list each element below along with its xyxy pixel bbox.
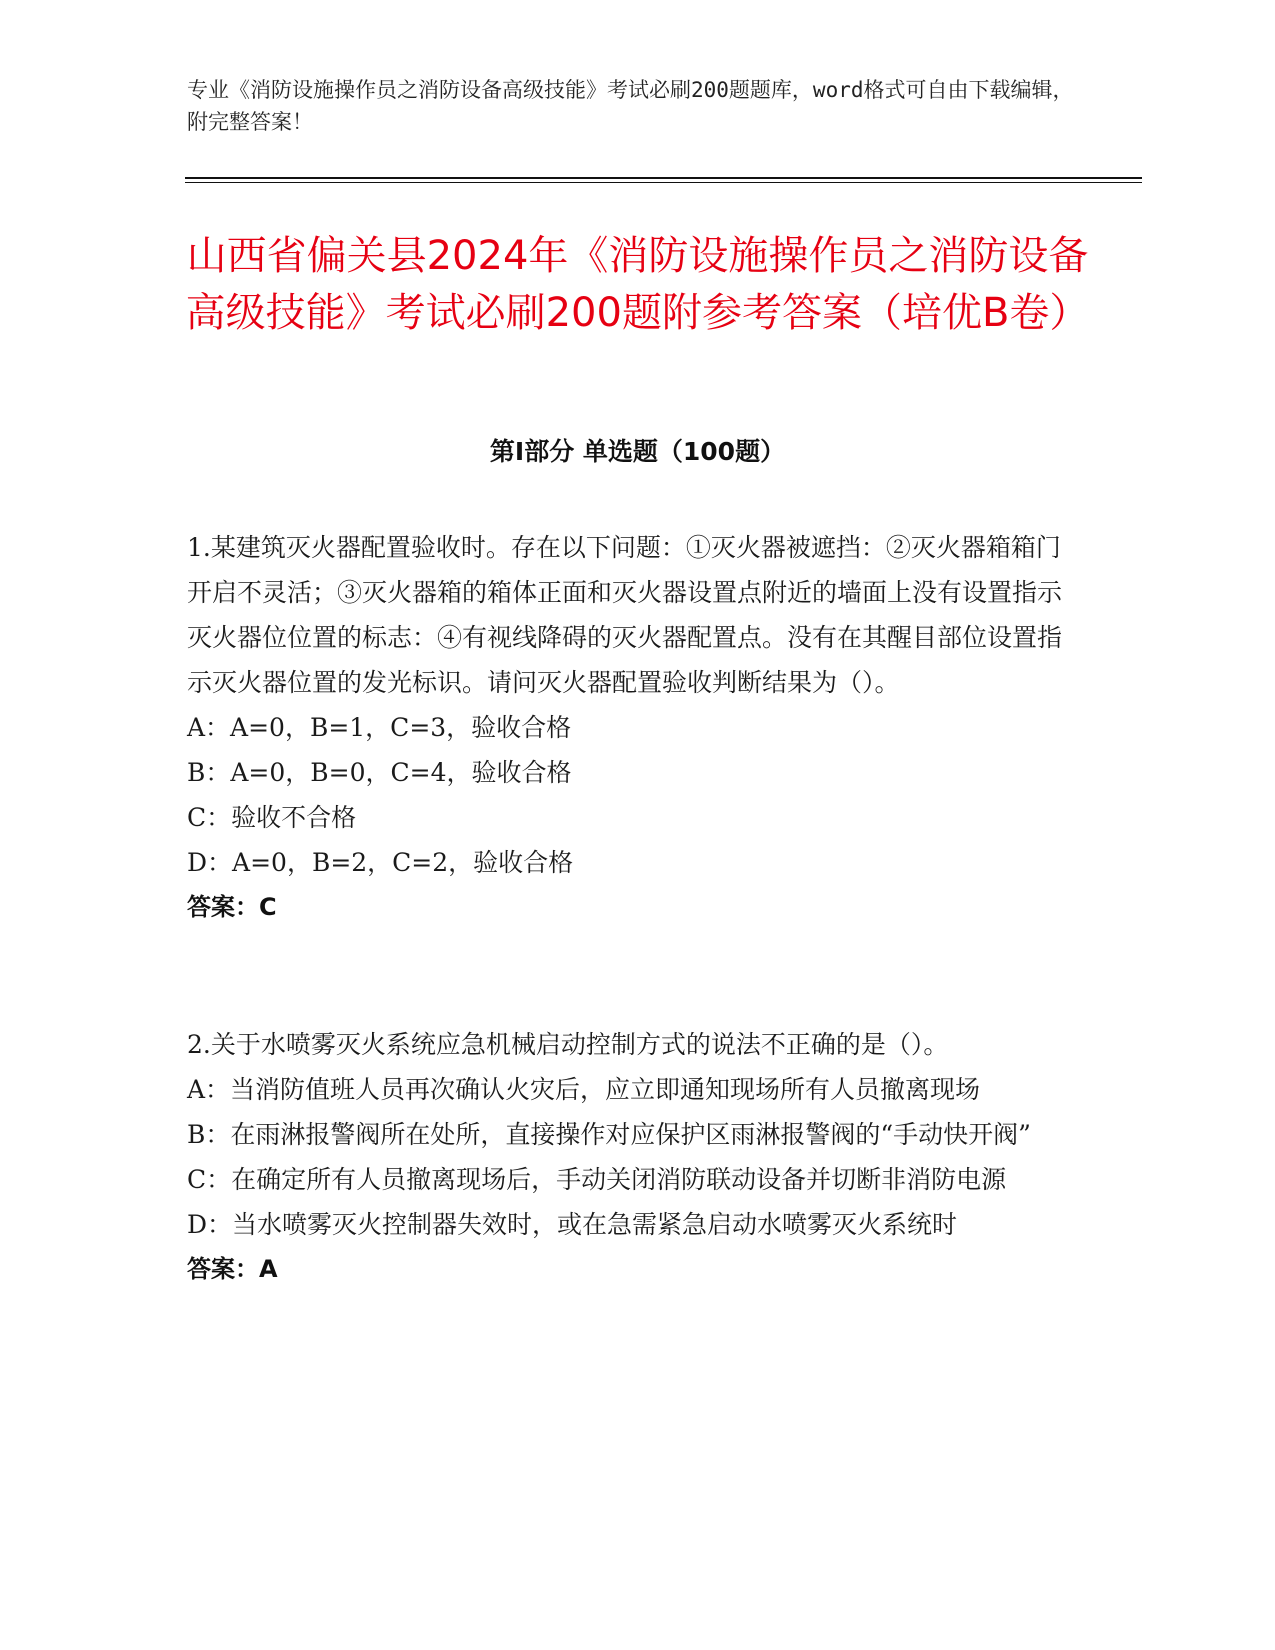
option-c: C：在确定所有人员撤离现场后，手动关闭消防联动设备并切断非消防电源 bbox=[187, 1165, 1007, 1194]
option-d: D：当水喷雾灭火控制器失效时，或在急需紧急启动水喷雾灭火系统时 bbox=[187, 1210, 958, 1239]
question-1 bbox=[187, 525, 1067, 930]
header-note: 专业《消防设施操作员之消防设备高级技能》考试必刷200题题库，word格式可自由下载编辑，附完整答案！ bbox=[187, 78, 1074, 134]
answer-label: 答案：C bbox=[187, 893, 277, 921]
answer-label: 答案：A bbox=[187, 1255, 278, 1283]
header-divider bbox=[185, 177, 1142, 179]
question-2 bbox=[187, 1022, 1067, 1292]
document-title: 山西省偏关县2024年《消防设施操作员之消防设备高级技能》考试必刷200题附参考答案（培优B卷） bbox=[185, 233, 1090, 336]
option-b: B：A=0，B=0，C=4，验收合格 bbox=[187, 758, 572, 787]
option-a: A：A=0，B=1，C=3，验收合格 bbox=[187, 713, 572, 742]
header-divider-thin bbox=[185, 182, 1142, 183]
option-a: A：当消防值班人员再次确认火灾后，应立即通知现场所有人员撤离现场 bbox=[187, 1075, 981, 1104]
option-d: D：A=0，B=2，C=2，验收合格 bbox=[187, 848, 574, 877]
option-b: B：在雨淋报警阀所在处所，直接操作对应保护区雨淋报警阀的“手动快开阀” bbox=[187, 1120, 1031, 1149]
section-heading: 第Ⅰ部分 单选题（100题） bbox=[489, 437, 786, 466]
option-c: C：验收不合格 bbox=[187, 803, 357, 832]
question-text: 2.关于水喷雾灭火系统应急机械启动控制方式的说法不正确的是（）。 bbox=[187, 1030, 949, 1059]
question-text: 1.某建筑灭火器配置验收时。存在以下问题：①灭火器被遮挡：②灭火器箱箱门开启不灵活；③灭火器箱的箱体正面和灭火器设置点附近的墙面上没有设置指示灭火器位位置的标志：④有视线降碍的灭火器配置点。没有在其醒目部位设置指示灭火器位置的发光标识。请问灭火器配置验收判断结果为（）。 bbox=[187, 533, 1063, 697]
